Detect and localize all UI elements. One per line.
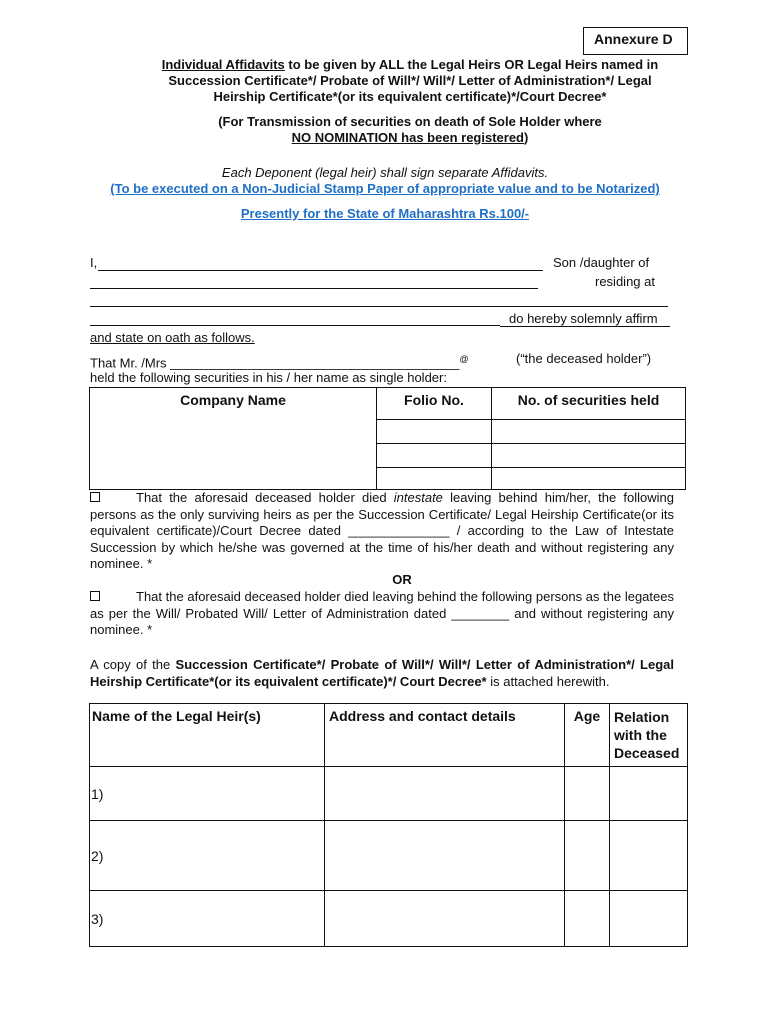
securities-row <box>90 444 686 468</box>
heir-name-cell[interactable]: 1) <box>90 767 325 821</box>
company-name-cell <box>90 420 377 444</box>
transmission-line-2 <box>90 130 730 146</box>
affidavit-heading <box>90 57 730 105</box>
copy-attached-note <box>90 657 674 690</box>
intestate-word: intestate <box>393 490 443 505</box>
son-daughter-label: Son /daughter of <box>553 255 650 270</box>
address-blank-line-1 <box>90 306 668 307</box>
securities-held-header: No. of securities held <box>492 388 686 420</box>
age-cell[interactable] <box>565 767 610 821</box>
heir-row <box>90 767 688 821</box>
transmission-line-1: (For Transmission of securities on death of Sole Holder where <box>218 114 602 129</box>
held-securities-text: held the following securities in his / her name as single holder: <box>90 370 447 385</box>
solemnly-affirm-text: do hereby solemnly affirm <box>509 311 658 326</box>
deceased-holder-label: (“the deceased holder”) <box>516 351 652 366</box>
at-sign: @ <box>459 354 469 364</box>
residing-label: residing at <box>595 274 655 289</box>
company-name-cell <box>90 444 377 468</box>
legal-heirs-table <box>89 703 688 947</box>
folio-no-header: Folio No. <box>377 388 492 420</box>
transmission-heading <box>90 114 730 146</box>
relation-cell[interactable] <box>610 821 688 891</box>
solemnly-underline <box>500 326 670 327</box>
age-cell[interactable] <box>565 891 610 947</box>
age-cell[interactable] <box>565 821 610 891</box>
company-name-cell <box>90 468 377 490</box>
heir-name-cell[interactable]: 2) <box>90 821 325 891</box>
no-nomination-text: NO NOMINATION has been registered <box>291 130 524 145</box>
heading-line-3: Heirship Certificate*(or its equivalent certificate)*/Court Decree* <box>213 89 607 104</box>
address-cell[interactable] <box>325 821 565 891</box>
intestate-checkbox[interactable] <box>90 492 100 502</box>
company-name-header: Company Name <box>90 388 377 420</box>
relation-cell[interactable] <box>610 891 688 947</box>
heading-underlined: Individual Affidavits <box>161 57 285 72</box>
folio-no-cell <box>377 420 492 444</box>
folio-no-cell <box>377 444 492 468</box>
heading-line-1 <box>90 57 730 73</box>
relation-header: Relation with the Deceased <box>610 704 688 767</box>
folio-no-cell <box>377 468 492 490</box>
securities-row <box>90 468 686 490</box>
address-blank-line-2 <box>90 325 500 326</box>
securities-table <box>89 387 686 490</box>
intestate-clause <box>90 490 674 573</box>
intestate-text-post: leaving behind him/her, the following persons as the only surviving heirs as per the Succession Certificate/ Legal Heirship Certificate(or its equivalent certificate)/Court Decree dated ______________ / according to the Law of Intestate Succession by which he/she was governed at the time of his/her death and without registering any nominee. * <box>90 490 674 571</box>
copy-note-pre: A copy of the <box>90 657 176 672</box>
parent-blank-line <box>90 288 538 289</box>
address-cell[interactable] <box>325 891 565 947</box>
declaration-i: I, <box>90 255 98 270</box>
securities-header-row <box>90 388 686 420</box>
age-header: Age <box>565 704 610 767</box>
heading-line-1-rest: to be given by ALL the Legal Heirs OR Legal Heirs named in <box>284 57 659 72</box>
address-cell[interactable] <box>325 767 565 821</box>
name-blank-line <box>98 270 491 271</box>
address-header: Address and contact details <box>325 704 565 767</box>
that-mr-text: That Mr. /Mrs ________________________________________ <box>90 355 460 371</box>
securities-held-cell <box>492 420 686 444</box>
or-separator: OR <box>392 572 412 587</box>
heir-name-cell[interactable]: 3) <box>90 891 325 947</box>
stamp-paper-instruction: (To be executed on a Non-Judicial Stamp Paper of appropriate value and to be Notarized) <box>110 181 660 196</box>
name-blank-line-2 <box>491 270 543 271</box>
oath-text: and state on oath as follows. <box>90 330 255 345</box>
heading-line-2: Succession Certificate*/ Probate of Will*/ Will*/ Letter of Administration*/ Legal <box>168 73 652 88</box>
relation-cell[interactable] <box>610 767 688 821</box>
securities-row <box>90 420 686 444</box>
heirs-header-row <box>90 704 688 767</box>
annexure-label: Annexure D <box>583 27 688 55</box>
deponent-instruction: Each Deponent (legal heir) shall sign separate Affidavits. <box>221 165 549 180</box>
will-clause <box>90 589 674 639</box>
will-text: That the aforesaid deceased holder died leaving behind the following persons as the legatees as per the Will/ Probated Will/ Letter of Administration dated ________ and without registering any nominee. * <box>90 589 674 637</box>
securities-held-cell <box>492 468 686 490</box>
deceased-name-line <box>90 351 469 371</box>
intestate-text-pre: That the aforesaid deceased holder died <box>136 490 394 505</box>
heir-row <box>90 821 688 891</box>
transmission-line-2-end: ) <box>524 130 529 145</box>
heir-name-header: Name of the Legal Heir(s) <box>90 704 325 767</box>
state-stamp-note: Presently for the State of Maharashtra Rs.100/- <box>240 206 530 221</box>
will-checkbox[interactable] <box>90 591 100 601</box>
securities-held-cell <box>492 444 686 468</box>
copy-note-post: is attached herewith. <box>486 673 610 689</box>
copy-note-documents: Succession Certificate*/ Probate of Will*/ Will*/ Letter of Administration*/ Legal Heirship Certificate*(or its equivalent certificate)*/ Court Decree* <box>90 657 674 689</box>
heir-row <box>90 891 688 947</box>
